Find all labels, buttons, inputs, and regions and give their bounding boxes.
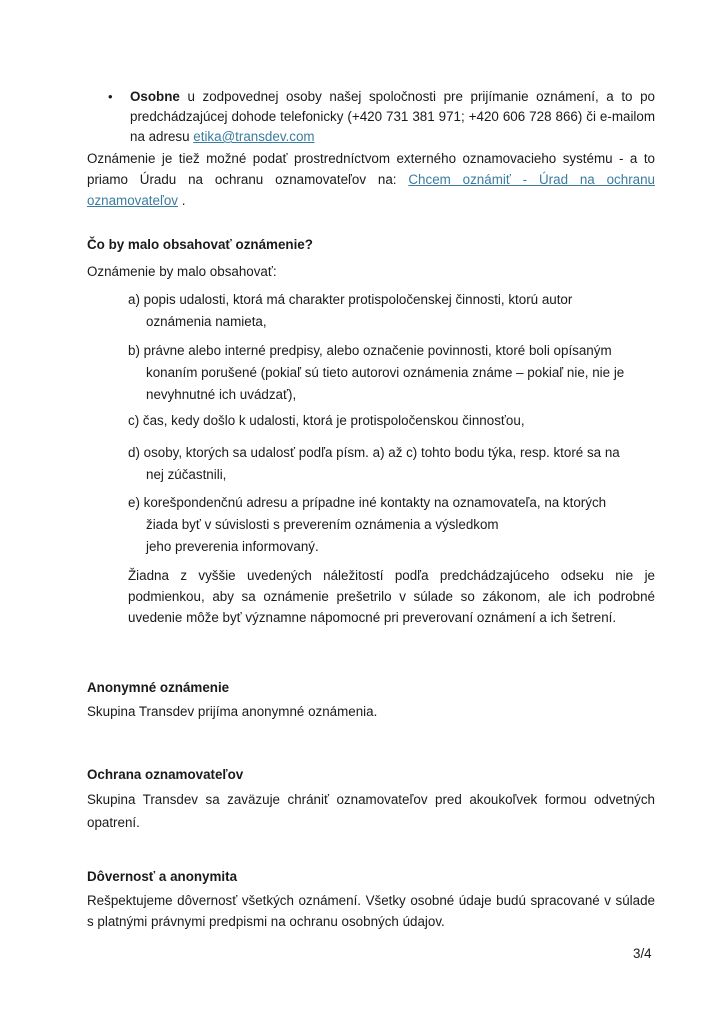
anonymous-text: Skupina Transdev prijíma anonymné oznámenia. — [87, 704, 378, 719]
list-item-c-line1: c) čas, kedy došlo k udalosti, ktorá je protispoločenskou činnosťou, — [128, 413, 525, 428]
list-item-d-cont: nej zúčastnili, — [146, 467, 227, 482]
anonymous-heading: Anonymné oznámenie — [87, 680, 230, 695]
external-text: Oznámenie je tiež možné podať prostredníctvom externého oznamovacieho systému - a to priamo Úradu na ochranu oznamovateľov na: — [87, 151, 655, 187]
page-number: 3/4 — [633, 946, 652, 961]
bullet-body: u zodpovednej osoby našej spoločnosti pre prijímanie oznámení, a to po predchádzajúcej dohode telefonicky (+420 731 381 971; +420 606 728 866) či e-mailom na adresu — [130, 89, 655, 144]
confidentiality-text: Rešpektujeme dôvernosť všetkých oznámení. Všetky osobné údaje budú spracované v súlade s platnými právnymi predpismi na ochranu osobných údajov. — [87, 893, 655, 929]
protection-heading: Ochrana oznamovateľov — [87, 767, 244, 782]
list-item-a-line1: a) popis udalosti, ktorá má charakter protispoločenskej činnosti, ktorú autor — [128, 292, 573, 307]
content-intro: Oznámenie by malo obsahovať: — [87, 264, 277, 279]
closing-paragraph: Žiadna z vyššie uvedených náležitostí podľa predchádzajúceho odseku nie je podmienkou, aby sa oznámenie prešetrilo v súlade so zákonom, ale ich podrobné uvedenie môže byť významne nápomocné pri preverovaní oznámení a ich šetrení. — [128, 568, 655, 625]
list-item-b — [128, 340, 648, 406]
bullet-text — [130, 87, 655, 147]
external-tail: . — [178, 193, 186, 208]
protection-text: Skupina Transdev sa zaväzuje chrániť oznamovateľov pred akoukoľvek formou odvetných opatrení. — [87, 792, 655, 830]
list-item-b-line1: b) právne alebo interné predpisy, alebo označenie povinnosti, ktoré boli opísaným — [128, 343, 612, 358]
external-paragraph — [87, 148, 655, 211]
confidentiality-heading: Dôvernosť a anonymita — [87, 869, 238, 884]
list-item-e-cont: žiada byť v súvislosti s preverením oznámenia a výsledkom jeho preverenia informovaný. — [146, 517, 499, 554]
list-item-d — [128, 442, 648, 486]
list-item-e — [128, 492, 648, 558]
email-link[interactable]: etika@transdev.com — [193, 129, 315, 144]
bullet-marker: • — [108, 89, 113, 104]
content-heading: Čo by malo obsahovať oznámenie? — [87, 237, 313, 252]
list-item-a — [128, 289, 648, 333]
external-link[interactable]: Chcem oznámiť - Úrad na ochranu oznamovateľov — [87, 172, 655, 208]
list-item-d-line1: d) osoby, ktorých sa udalosť podľa písm. a) až c) tohto bodu týka, resp. ktoré sa na — [128, 445, 620, 460]
list-item-c — [128, 410, 648, 432]
list-item-e-line1: e) korešpondenčnú adresu a prípadne iné kontakty na oznamovateľa, na ktorých — [128, 495, 607, 510]
bullet-bold-label: Osobne — [130, 89, 180, 104]
list-item-a-cont: oznámenia namieta, — [146, 314, 267, 329]
list-item-b-cont: konaním porušené (pokiaľ sú tieto autorovi oznámenia známe – pokiaľ nie, nie je nevyhnutné ich uvádzať), — [146, 365, 625, 402]
